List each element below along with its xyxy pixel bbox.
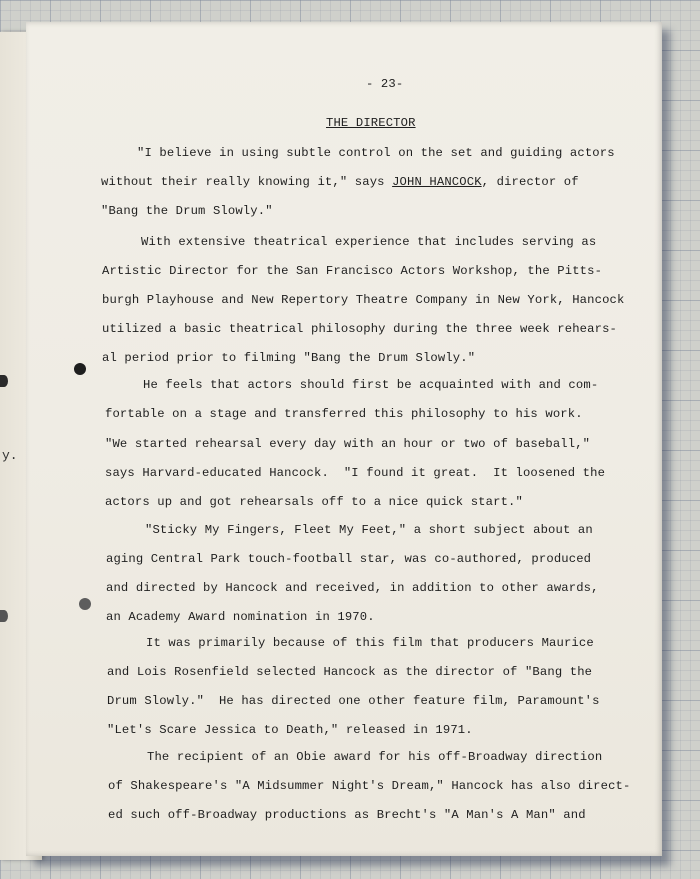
body-line: Artistic Director for the San Francisco Actors Workshop, the Pitts- [102, 264, 603, 278]
body-line: of Shakespeare's "A Midsummer Night's Dream," Hancock has also direct- [108, 779, 631, 793]
punch-hole-icon [0, 610, 8, 622]
body-line: ed such off-Broadway productions as Brecht's "A Man's A Man" and [108, 808, 586, 822]
body-line [101, 175, 579, 189]
body-line: "Bang the Drum Slowly." [101, 204, 273, 218]
body-line: and Lois Rosenfield selected Hancock as the director of "Bang the [107, 665, 593, 679]
director-name: JOHN HANCOCK [392, 175, 482, 189]
punch-hole-icon [79, 598, 91, 610]
body-line-text: without their really knowing it," says [101, 175, 393, 189]
body-line: It was primarily because of this film that producers Maurice [146, 636, 594, 650]
punch-hole-icon [74, 363, 86, 375]
section-heading: THE DIRECTOR [326, 116, 416, 130]
page-number: - 23- [366, 77, 404, 91]
facing-page-mark: y. [2, 448, 18, 463]
body-line: an Academy Award nomination in 1970. [106, 610, 375, 624]
body-line: and directed by Hancock and received, in addition to other awards, [106, 581, 599, 595]
body-line: al period prior to filming "Bang the Drum Slowly." [102, 351, 476, 365]
typed-page [26, 22, 662, 856]
body-line: "Let's Scare Jessica to Death," released in 1971. [107, 723, 473, 737]
body-line: burgh Playhouse and New Repertory Theatre Company in New York, Hancock [102, 293, 625, 307]
body-line: "We started rehearsal every day with an hour or two of baseball," [105, 437, 591, 451]
body-line: With extensive theatrical experience that includes serving as [141, 235, 597, 249]
body-line: utilized a basic theatrical philosophy during the three week rehears- [102, 322, 617, 336]
body-line-text: , director of [481, 175, 579, 189]
body-line: "Sticky My Fingers, Fleet My Feet," a short subject about an [145, 523, 593, 537]
body-line: fortable on a stage and transferred this philosophy to his work. [105, 407, 583, 421]
body-line: says Harvard-educated Hancock. "I found it great. It loosened the [105, 466, 606, 480]
body-line: He feels that actors should first be acquainted with and com- [143, 378, 599, 392]
body-line: aging Central Park touch-football star, was co-authored, produced [106, 552, 592, 566]
punch-hole-icon [0, 375, 8, 387]
body-line: actors up and got rehearsals off to a nice quick start." [105, 495, 523, 509]
body-line: Drum Slowly." He has directed one other feature film, Paramount's [107, 694, 600, 708]
body-line: "I believe in using subtle control on the set and guiding actors [137, 146, 615, 160]
body-line: The recipient of an Obie award for his off-Broadway direction [147, 750, 603, 764]
